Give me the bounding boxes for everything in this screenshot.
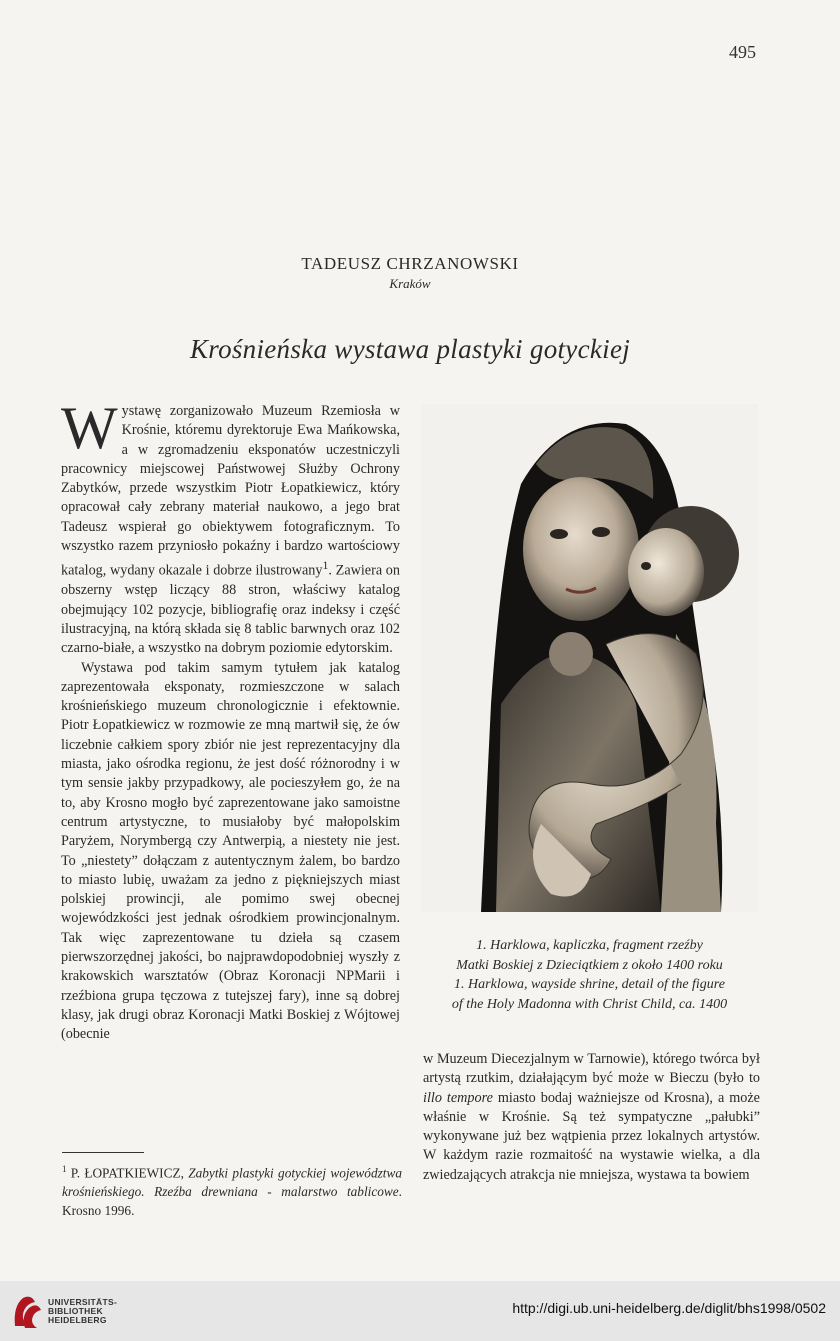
paragraph-1-text-b: . Zawiera on obszerny wstęp liczący 88 stron, właściwy katalog obejmujący 102 pozycje, bibliografię oraz indeksy i część ilustracyjną, na którą składa się 8 tablic barwnych oraz 102 czarno-białe, a wszystko na dobrym poziomie edytorskim. <box>61 563 400 657</box>
caption-line-3: 1. Harklowa, wayside shrine, detail of the figure <box>454 977 725 993</box>
article-title: Krośnieńska wystawa plastyki gotyckiej <box>189 334 631 364</box>
right-text-a: w Muzeum Diecezjalnym w Tarnowie), którego twórca był artystą rzutkim, działającym być może w Bieczu (było to <box>423 1051 760 1087</box>
right-text-column <box>423 1050 760 1185</box>
madonna-sculpture-image <box>421 404 758 912</box>
right-text-italic: illo tempore <box>423 1089 493 1106</box>
logo-line-2: BIBLIOTHEK <box>48 1306 103 1316</box>
paragraph-1-text-a: ystawę zorganizowało Muzeum Rzemiosła w Krośnie, któremu dyrektoruje Ewa Mańkowska, a w zgromadzeniu eksponatów uczestniczyli pracownicy miejscowej Państwowej Służby Ochrony Zabytków, przede wszystkim Piotr Łopatkiewicz, który opracował cały zebrany materiał naukowo, a jego brat Tadeusz wspierał go obiektywem fotograficznym. To wszystko razem przyniosło pokaźny i bardzo wartościowy katalog, wydany okazale i dobrze ilustrowany <box>61 403 400 580</box>
article-author: TADEUSZ CHRZANOWSKI <box>301 254 519 273</box>
library-logo-text[interactable] <box>48 1298 117 1325</box>
right-text-b: miasto bodaj ważniejsze od Krosna), a może właśnie w Krośnie. Są też sympatyczne „pałubki” wykonywane już bez wątpienia przez lokalnych artystów. W każdym razie rozmaitość na wystawie wielka, a dla zwiedzających atrakcja nie mniejsza, wystawa ta bowiem <box>423 1089 760 1183</box>
caption-line-2: Matki Boskiej z Dzieciątkiem z około 1400 roku <box>456 957 723 973</box>
caption-line-4: of the Holy Madonna with Christ Child, ca. 1400 <box>451 996 728 1012</box>
footnote-number: 1 <box>62 1164 67 1174</box>
footnote-rest: . Krosno 1996. <box>62 1184 402 1219</box>
figure-madonna-photo <box>421 404 758 912</box>
footnote-author: P. ŁOPATKIEWICZ, <box>66 1165 189 1181</box>
library-footer-bar <box>0 1281 840 1341</box>
footnote <box>62 1160 402 1220</box>
logo-line-1: UNIVERSITÄTS- <box>48 1297 118 1307</box>
right-paragraph <box>423 1050 760 1185</box>
page-number: 495 <box>729 42 756 62</box>
figure-caption <box>412 936 767 1014</box>
source-url-link[interactable]: http://digi.ub.uni-heidelberg.de/diglit/bhs1998/0502 <box>512 1300 826 1316</box>
footnote-ref[interactable]: 1 <box>322 558 329 573</box>
heidelberg-logo-icon[interactable] <box>11 1292 45 1330</box>
paragraph-2: Wystawa pod takim samym tytułem jak katalog zaprezentowała eksponaty, rozmieszczone w salach krośnieńskiego muzeum chronologicznie i efektownie. Piotr Łopatkiewicz w rozmowie ze mną martwił się, że ów liczebnie całkiem spory zbiór nie jest reprezentacyjny dla miasta, jako ośrodka regionu, że jest dość różnorodny i w tym sensie jakby przypadkowy, ale pocieszyłem go, że na to, aby Krosno mogło być zaprezentowane jako samoistne centrum artystyczne, to musiałoby być małopolskim Paryżem, Norymbergą czy Antwerpią, a niestety nie jest. To „niestety” dołączam z autentycznym żalem, bo bardzo to miasto lubię, uważam za jedno z piękniejszych miast polskiej prowincji, ale pomimo swej obecnej wojewódzkości jest jednak ośrodkiem prowincjonalnym. Tak więc zaprezentowane tu dzieła są czasem pierwszorzędnej jakości, bo najprawdopodobniej wyszły z krakowskich warsztatów (Obraz Koronacji NPMarii i rzeźbiona grupa tęczowa z tutejszej fary), inne są dobrej klasy, jak drugi obraz Koronacji Matki Boskiej z Wójtowej (obecnie <box>61 659 400 1043</box>
caption-line-1: 1. Harklowa, kapliczka, fragment rzeźby <box>476 938 703 953</box>
author-affiliation: Kraków <box>389 276 431 291</box>
footnote-divider <box>62 1152 144 1153</box>
footnote-title: Zabytki plastyki gotyckiej województwa krośnieńskiego. Rzeźba drewniana - malarstwo tablicowe <box>62 1165 402 1200</box>
paragraph-1 <box>61 395 400 659</box>
left-text-column <box>61 395 400 1045</box>
drop-cap: W <box>61 395 118 461</box>
logo-line-3: HEIDELBERG <box>48 1315 107 1325</box>
